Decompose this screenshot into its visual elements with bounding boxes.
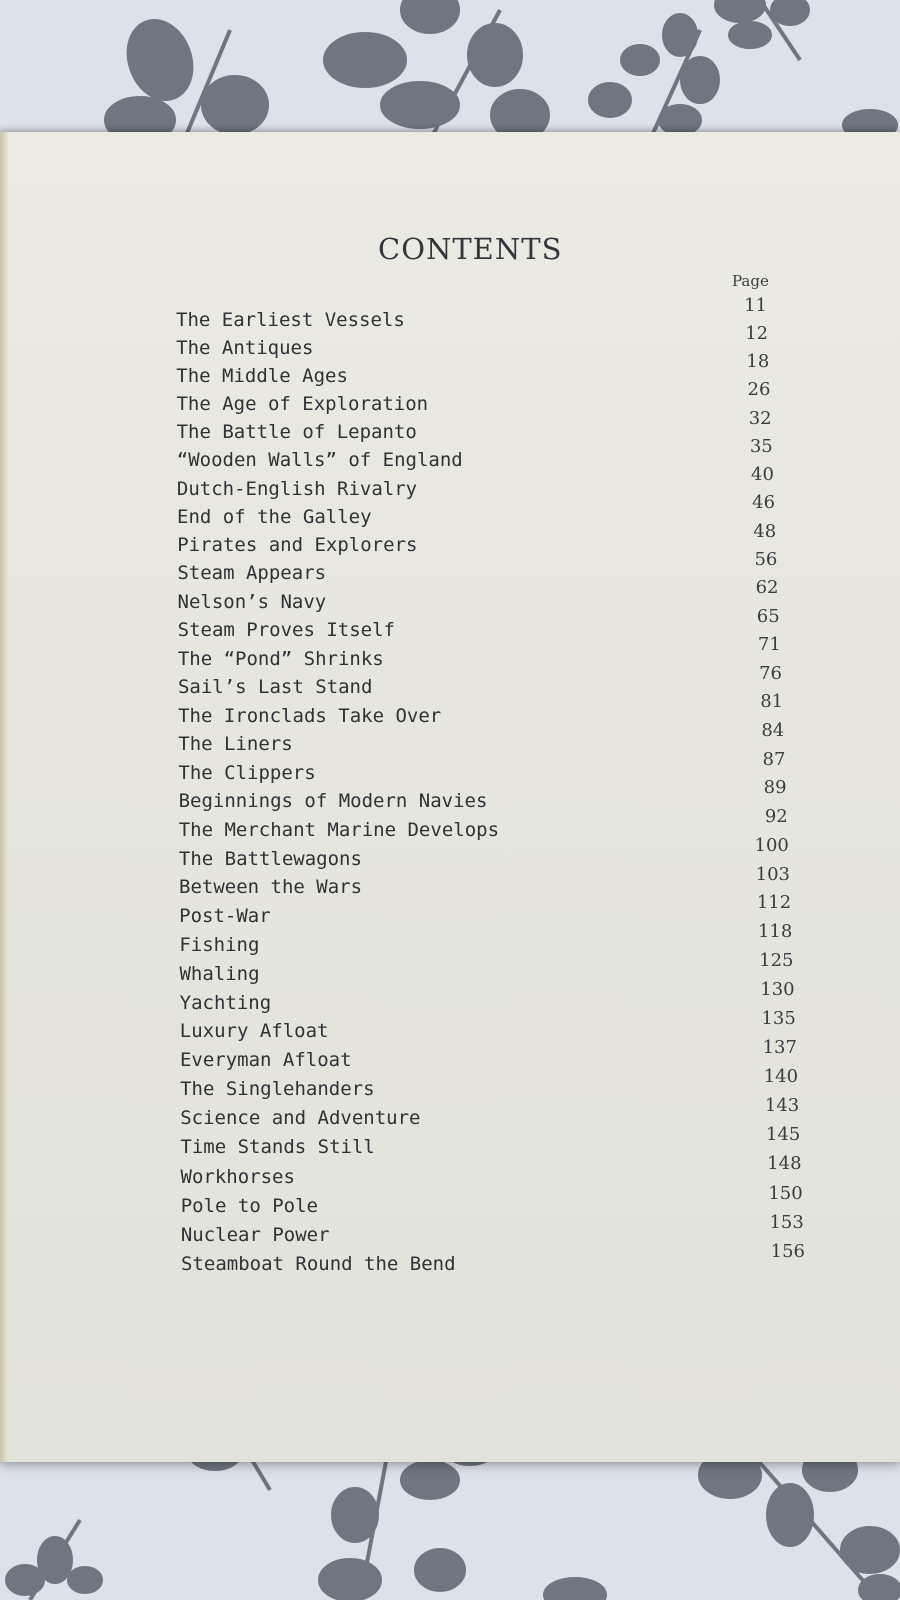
entry-title: Science and Adventure xyxy=(180,1107,421,1130)
entry-page-number: 76 xyxy=(759,662,782,684)
entry-title: The Liners xyxy=(178,733,293,756)
entry-page-number: 100 xyxy=(754,834,789,856)
entry-page-number: 150 xyxy=(768,1182,803,1204)
entry-title: Luxury Afloat xyxy=(179,1020,329,1043)
entry-title: The Clippers xyxy=(178,761,316,784)
entry-title: Dutch-English Rivalry xyxy=(176,477,418,500)
entry-title: Beginnings of Modern Navies xyxy=(178,790,488,813)
entry-title: End of the Galley xyxy=(177,505,372,528)
entry-page-number: 87 xyxy=(762,748,786,770)
entry-title: Between the Wars xyxy=(179,876,363,899)
entry-page-number: 11 xyxy=(744,295,767,316)
entry-page-number: 143 xyxy=(764,1095,800,1117)
entry-page-number: 46 xyxy=(752,492,776,514)
entry-title: The Earliest Vessels xyxy=(176,309,405,331)
entry-title: Time Stands Still xyxy=(180,1136,375,1159)
entry-title: The Ironclads Take Over xyxy=(178,704,442,727)
leaf-pattern-bottom xyxy=(0,1440,900,1600)
entry-page-number: 112 xyxy=(756,892,792,914)
entry-page-number: 40 xyxy=(751,464,774,486)
entry-page-number: 137 xyxy=(762,1036,797,1058)
entry-title: The Age of Exploration xyxy=(176,393,429,416)
entry-page-number: 125 xyxy=(759,950,794,972)
entry-title: Workhorses xyxy=(180,1165,295,1188)
entry-title: Steamboat Round the Bend xyxy=(181,1253,456,1275)
entry-page-number: 32 xyxy=(748,407,772,429)
contents-list xyxy=(0,132,900,1462)
entry-title: Sail’s Last Stand xyxy=(177,676,373,699)
entry-page-number: 103 xyxy=(755,863,791,885)
entry-page-number: 65 xyxy=(756,605,780,627)
entry-title: Post-War xyxy=(179,905,271,928)
entry-page-number: 135 xyxy=(761,1007,796,1029)
entry-page-number: 153 xyxy=(769,1211,804,1233)
entry-page-number: 18 xyxy=(746,351,770,373)
leaf-pattern-top xyxy=(0,0,900,150)
entry-page-number: 62 xyxy=(755,577,779,599)
fabric-background-top xyxy=(0,0,900,150)
entry-title: The Battlewagons xyxy=(178,847,362,870)
entry-page-number: 26 xyxy=(747,379,771,401)
entry-title: The “Pond” Shrinks xyxy=(177,647,384,670)
entry-page-number: 71 xyxy=(757,634,781,656)
entry-title: Whaling xyxy=(179,962,260,985)
entry-title: Steam Proves Itself xyxy=(177,619,395,642)
entry-page-number: 81 xyxy=(760,691,784,713)
entry-title: The Singlehanders xyxy=(180,1078,375,1101)
entry-title: Fishing xyxy=(179,933,260,956)
entry-title: “Wooden Walls” of England xyxy=(176,449,463,472)
entry-page-number: 156 xyxy=(770,1241,805,1262)
entry-page-number: 148 xyxy=(767,1153,802,1175)
page-column-label: Page xyxy=(732,272,769,290)
entry-page-number: 89 xyxy=(763,777,787,799)
entry-page-number: 118 xyxy=(757,921,793,943)
book-page xyxy=(0,132,900,1462)
entry-title: Nuclear Power xyxy=(180,1223,330,1246)
entry-title: Nelson’s Navy xyxy=(177,590,327,613)
entry-page-number: 140 xyxy=(763,1066,799,1088)
entry-title: The Middle Ages xyxy=(176,365,348,388)
entry-title: Everyman Afloat xyxy=(179,1049,352,1072)
entry-title: Steam Appears xyxy=(177,562,327,585)
entry-page-number: 145 xyxy=(766,1124,801,1146)
entry-page-number: 130 xyxy=(760,979,795,1001)
entry-page-number: 84 xyxy=(761,720,785,742)
entry-title: Yachting xyxy=(179,991,272,1014)
entry-title: Pole to Pole xyxy=(180,1194,318,1217)
entry-title: Pirates and Explorers xyxy=(177,534,418,557)
entry-page-number: 56 xyxy=(754,549,778,571)
fabric-background-bottom xyxy=(0,1440,900,1600)
entry-page-number: 92 xyxy=(764,806,788,828)
entry-page-number: 35 xyxy=(749,435,773,457)
entry-title: The Merchant Marine Develops xyxy=(178,818,500,841)
entry-title: The Antiques xyxy=(176,337,314,360)
entry-page-number: 12 xyxy=(745,323,769,345)
entry-title: The Battle of Lepanto xyxy=(176,421,417,444)
page-title: CONTENTS xyxy=(378,232,563,266)
entry-page-number: 48 xyxy=(753,520,777,542)
